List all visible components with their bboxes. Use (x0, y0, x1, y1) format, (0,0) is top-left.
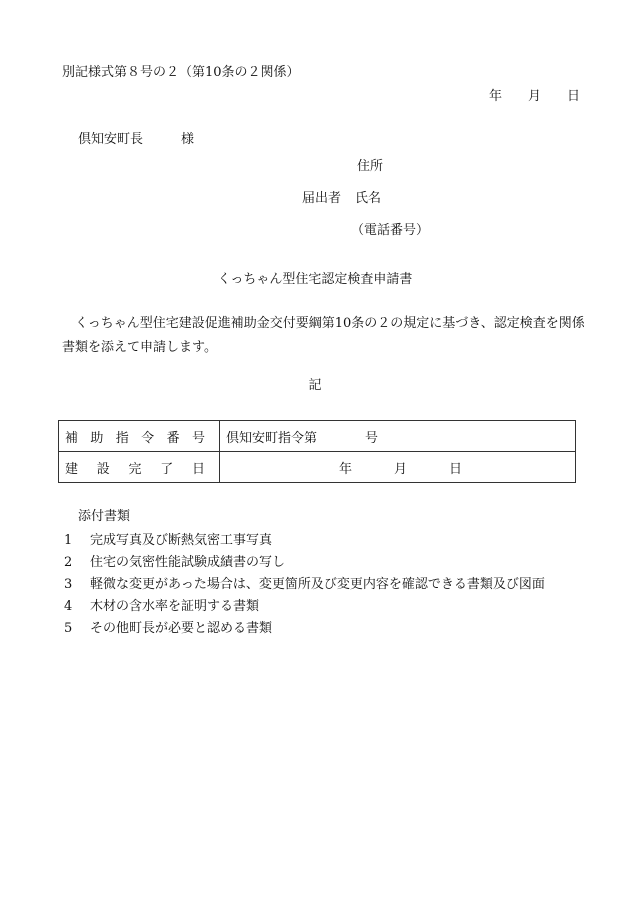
list-item (64, 552, 545, 574)
list-item-text: 木材の含水率を証明する書類 (90, 599, 260, 614)
date-year-label: 年 (488, 89, 502, 104)
applicant-phone-label: （電話番号） (351, 223, 430, 238)
order-number-label (59, 421, 220, 452)
label-char: 指 (115, 430, 129, 446)
label-char: 令 (141, 430, 155, 446)
table-row-completion-date (59, 452, 576, 483)
list-item-text: その他町長が必要と認める書類 (90, 621, 273, 636)
list-item-number: 5 (64, 621, 73, 636)
list-item (64, 596, 545, 618)
table-row-order-number (59, 421, 576, 452)
submission-date (489, 90, 580, 103)
order-number-field[interactable] (220, 421, 576, 452)
addressee (78, 133, 194, 146)
addressee-name: 倶知安町長 (78, 132, 144, 147)
completion-month-label: 月 (394, 461, 408, 477)
list-item (64, 618, 545, 640)
list-item-number: 3 (64, 577, 73, 592)
date-month-label: 月 (527, 89, 541, 104)
applicant-role-label: 届出者 (302, 191, 342, 206)
order-number-suffix: 号 (365, 430, 379, 446)
form-number: 別記様式第８号の２（第10条の２関係） (62, 65, 300, 80)
completion-year-label: 年 (339, 461, 353, 477)
applicant-name-line (302, 192, 381, 205)
applicant-name-label: 氏名 (355, 191, 382, 206)
document-title: くっちゃん型住宅認定検査申請書 (217, 272, 413, 287)
list-item-number: 2 (64, 555, 73, 570)
attachments-list (64, 530, 545, 640)
label-char: 日 (191, 461, 205, 477)
ki-marker: 記 (308, 378, 322, 393)
completion-date-label (59, 452, 220, 483)
list-item-text: 住宅の気密性能試験成績書の写し (90, 555, 286, 570)
label-char: 助 (90, 430, 104, 446)
addressee-honorific: 様 (181, 132, 195, 147)
label-char: 完 (128, 461, 142, 477)
label-char: 号 (191, 430, 205, 446)
label-char: 番 (166, 430, 180, 446)
list-item-number: 4 (64, 599, 73, 614)
list-item-text: 完成写真及び断熱気密工事写真 (90, 533, 273, 548)
label-char: 了 (160, 461, 174, 477)
list-item (64, 530, 545, 552)
attachments-heading: 添付書類 (78, 509, 131, 524)
body-paragraph: くっちゃん型住宅建設促進補助金交付要綱第10条の２の規定に基づき、認定検査を関係書類を添えて申請します。 (62, 316, 585, 355)
completion-day-label: 日 (449, 461, 463, 477)
completion-date-field[interactable] (220, 452, 576, 483)
applicant-address-label: 住所 (357, 159, 384, 174)
order-number-prefix: 倶知安町指令第 (226, 430, 318, 446)
list-item (64, 574, 545, 596)
label-char: 建 (65, 461, 79, 477)
detail-table (58, 420, 576, 483)
label-char: 補 (65, 430, 79, 446)
list-item-number: 1 (64, 533, 73, 548)
label-char: 設 (96, 461, 110, 477)
list-item-text: 軽微な変更があった場合は、変更箇所及び変更内容を確認できる書類及び図面 (90, 577, 545, 592)
date-day-label: 日 (566, 89, 580, 104)
